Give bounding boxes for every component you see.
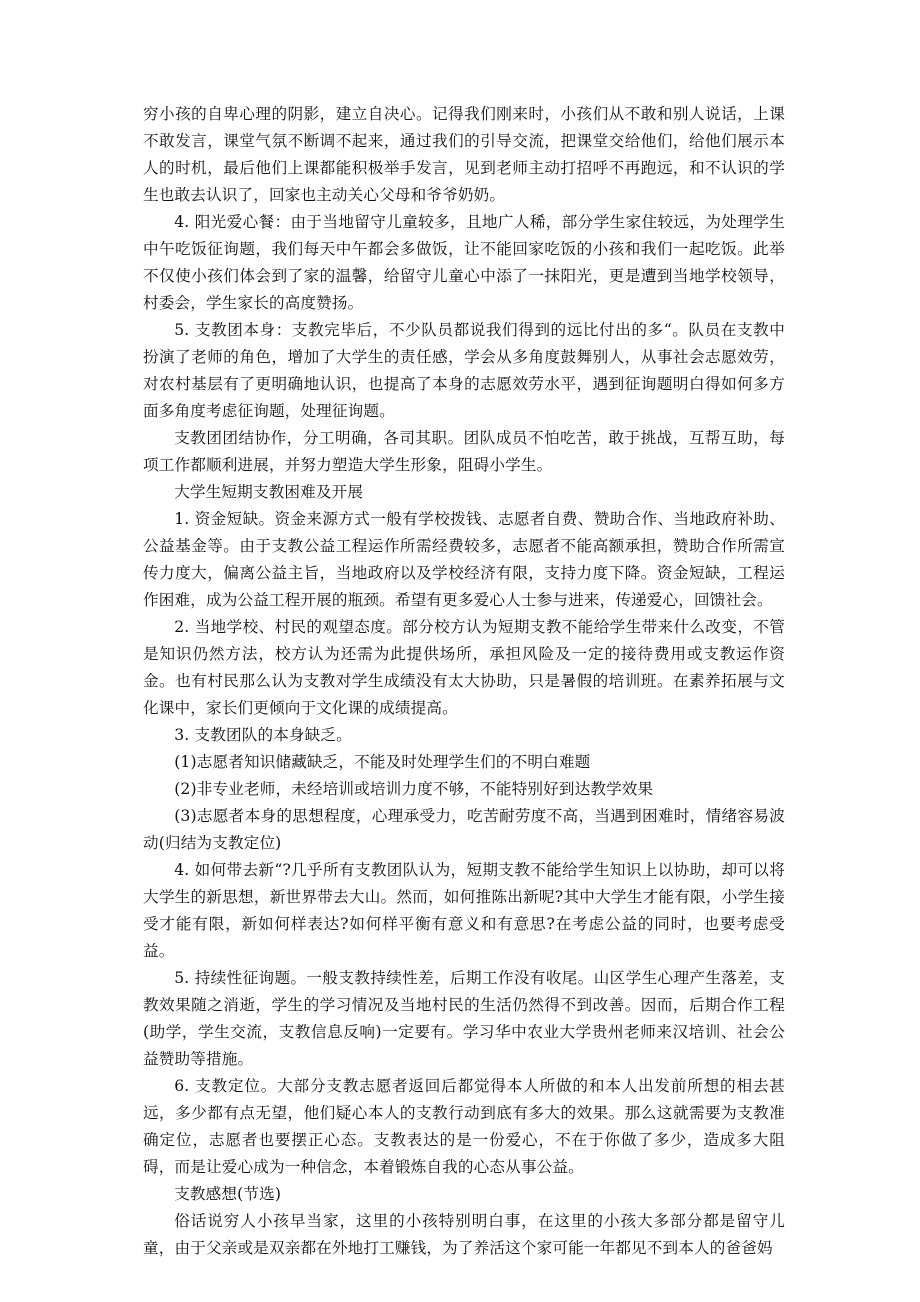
paragraph-team-shortcomings: 3. 支教团队的本身缺乏。: [174, 726, 352, 744]
paragraph-team-itself: 5. 支教团本身：支教完毕后，不少队员都说我们得到的远比付出的多“。队员在支教中扮演了老师的角色，增加了大学生的责任感，学会从多角度鼓舞别人，从事社会志愿效劳，对农村基层有了更明确地认识，也提高了本身的志愿效劳水平，遇到征询题明白得如何多方面多角度考虑征询题，处理征询题。: [143, 321, 785, 420]
paragraph-teamwork: 支教团团结协作，分工明确，各司其职。团队成员不怕吃苦，敢于挑战，互帮互助，每项工作都顺利进展，并努力塑造大学生形象，阻碍小学生。: [143, 429, 785, 474]
list-item-mindset: (3)志愿者本身的思想程度，心理承受力，吃苦耐劳度不高，当遇到困难时，情绪容易波动(归结为支教定位): [143, 807, 785, 852]
paragraph-sustainability: 5. 持续性征询题。一般支教持续性差，后期工作没有收尾。山区学生心理产生落差，支教效果随之消逝，学生的学习情况及当地村民的生活仍然得不到改善。因而，后期合作工程(助学，学生交流，支教信息反响)一定要有。学习华中农业大学贵州老师来汉培训、社会公益赞助等措施。: [143, 969, 785, 1068]
section-heading-difficulties: 大学生短期支教困难及开展: [174, 483, 364, 501]
list-item-knowledge: (1)志愿者知识储藏缺乏，不能及时处理学生们的不明白难题: [174, 753, 591, 771]
paragraph-positioning: 6. 支教定位。大部分支教志愿者返回后都觉得本人所做的和本人出发前所想的相去甚远，多少都有点无望，他们疑心本人的支教行动到底有多大的效果。那么这就需要为支教准确定位，志愿者也要摆正心态。支教表达的是一份爱心，不在于你做了多少，造成多大阻碍，而是让爱心成为一种信念，本着锻炼自我的心态从事公益。: [143, 1077, 785, 1176]
section-heading-reflections: 支教感想(节选): [174, 1185, 282, 1203]
list-item-training: (2)非专业老师，未经培训或培训力度不够，不能特别好到达教学效果: [174, 780, 654, 798]
paragraph-local-attitude: 2. 当地学校、村民的观望态度。部分校方认为短期支教不能给学生带来什么改变，不管是知识仍然方法，校方认为还需为此提供场所，承担风险及一定的接待费用或支教运作资金。也有村民那么认为支教对学生成绩没有太大协助，只是暑假的培训班。在素养拓展与文化课中，家长们更倾向于文化课的成绩提高。: [143, 618, 785, 717]
paragraph-reflections: 俗话说穷人小孩早当家，这里的小孩特别明白事，在这里的小孩大多部分都是留守儿童，由于父亲或是双亲都在外地打工赚钱，为了养活这个家可能一年都见不到本人的爸爸妈: [143, 1212, 785, 1257]
document-body: [143, 101, 785, 1262]
paragraph-bring-new: 4. 如何带去新“?几乎所有支教团队认为，短期支教不能给学生知识上以协助，却可以将大学生的新思想，新世界带去大山。然而，如何推陈出新呢?其中大学生才能有限，小学生接受才能有限，新如何样表达?如何样平衡有意义和有意思?在考虑公益的同时，也要考虑受益。: [143, 861, 785, 960]
paragraph-sunshine-meal: 4. 阳光爱心餐：由于当地留守儿童较多，且地广人稀，部分学生家住较远，为处理学生中午吃饭征询题，我们每天中午都会多做饭，让不能回家吃饭的小孩和我们一起吃饭。此举不仅使小孩们体会到了家的温馨，给留守儿童心中添了一抹阳光，更是遭到当地学校领导，村委会，学生家长的高度赞扬。: [143, 213, 785, 312]
paragraph-continuation: 穷小孩的自卑心理的阴影，建立自决心。记得我们刚来时，小孩们从不敢和别人说话，上课不敢发言，课堂气氛不断调不起来，通过我们的引导交流，把课堂交给他们，给他们展示本人的时机，最后他们上课都能积极举手发言，见到老师主动打招呼不再跑远，和不认识的学生也敢去认识了，回家也主动关心父母和爷爷奶奶。: [143, 105, 785, 204]
paragraph-funding-shortage: 1. 资金短缺。资金来源方式一般有学校拨钱、志愿者自费、赞助合作、当地政府补助、公益基金等。由于支教公益工程运作所需经费较多，志愿者不能高额承担，赞助合作所需宣传力度大，偏离公益主旨，当地政府以及学校经济有限，支持力度下降。资金短缺，工程运作困难，成为公益工程开展的瓶颈。希望有更多爱心人士参与进来，传递爱心，回馈社会。: [143, 510, 785, 609]
